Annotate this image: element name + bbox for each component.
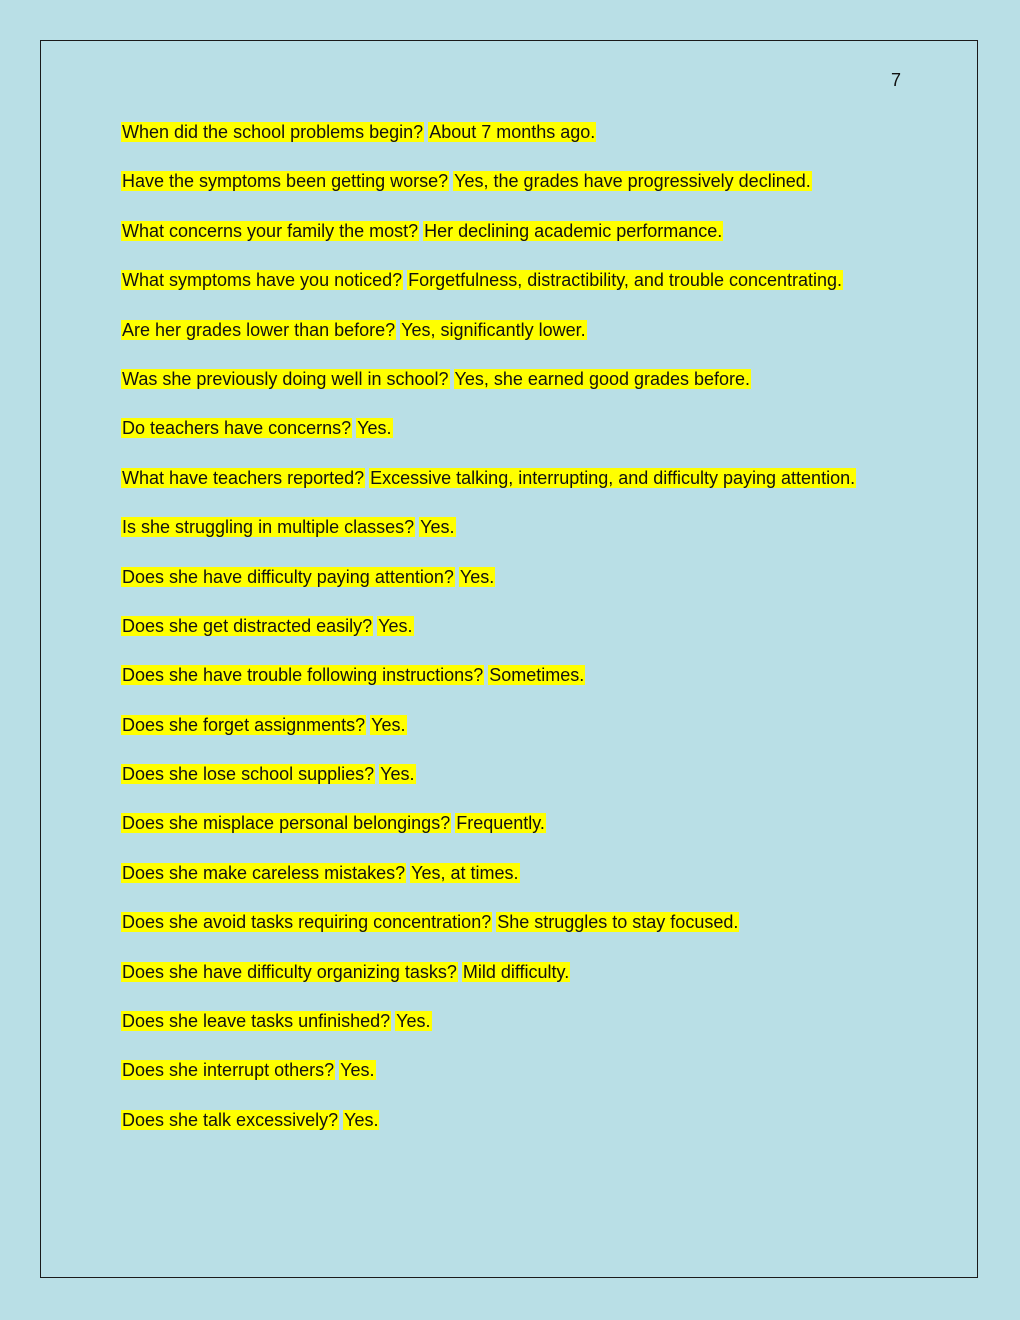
qa-line-14 (121, 762, 856, 811)
question-text: Does she forget assignments? (122, 714, 366, 735)
answer-text: Yes. (340, 1060, 375, 1081)
qa-line-18 (121, 960, 856, 1009)
question-text: Does she have difficulty organizing tasks? (122, 961, 457, 982)
question-text: Do teachers have concerns? (122, 418, 352, 439)
qa-list (121, 120, 856, 1157)
qa-line-20 (121, 1058, 856, 1107)
answer-text: Excessive talking, interrupting, and difficulty paying attention. (370, 467, 856, 488)
answer-text: Yes. (459, 566, 495, 587)
answer-text: Yes, the grades have progressively declined. (454, 171, 811, 192)
question-text: Does she interrupt others? (122, 1060, 335, 1081)
question-text: Is she struggling in multiple classes? (122, 517, 415, 538)
answer-text: Yes. (378, 615, 413, 636)
answer-text: About 7 months ago. (429, 122, 596, 142)
question-text: What concerns your family the most? (122, 220, 419, 241)
qa-line-13 (121, 713, 856, 762)
question-text: Does she make careless mistakes? (122, 862, 406, 883)
question-text: Have the symptoms been getting worse? (122, 171, 449, 192)
answer-text: Her declining academic performance. (424, 220, 723, 241)
question-text: Does she leave tasks unfinished? (122, 1011, 391, 1032)
qa-line-11 (121, 614, 856, 663)
answer-text: Mild difficulty. (462, 961, 570, 982)
qa-line-2 (121, 169, 856, 218)
answer-text: Yes. (357, 418, 392, 439)
qa-line-21 (121, 1108, 856, 1157)
qa-line-12 (121, 663, 856, 712)
answer-text: Yes, she earned good grades before. (454, 368, 751, 389)
answer-text: She struggles to stay focused. (497, 912, 739, 933)
answer-text: Yes. (371, 714, 406, 735)
question-text: Does she talk excessively? (122, 1109, 339, 1130)
qa-line-10 (121, 565, 856, 614)
qa-line-4 (121, 268, 856, 317)
question-text: Does she lose school supplies? (122, 764, 375, 785)
question-text: What symptoms have you noticed? (122, 270, 403, 291)
answer-text: Yes. (344, 1109, 379, 1130)
answer-text: Yes. (396, 1011, 431, 1032)
answer-text: Yes. (380, 764, 415, 785)
question-text: Does she misplace personal belongings? (122, 813, 451, 834)
answer-text: Sometimes. (489, 665, 585, 686)
answer-text: Yes, significantly lower. (401, 319, 586, 340)
qa-line-8 (121, 466, 856, 515)
question-text: Does she have trouble following instructions? (122, 665, 484, 686)
answer-text: Yes, at times. (411, 862, 519, 883)
qa-line-7 (121, 416, 856, 465)
qa-line-1 (121, 120, 856, 169)
question-text: Are her grades lower than before? (122, 319, 396, 340)
qa-line-17 (121, 910, 856, 959)
answer-text: Frequently. (456, 813, 545, 834)
question-text: Was she previously doing well in school? (122, 368, 449, 389)
question-text: Does she have difficulty paying attention? (122, 566, 454, 587)
question-text: Does she avoid tasks requiring concentration? (122, 912, 492, 933)
qa-line-19 (121, 1009, 856, 1058)
question-text: What have teachers reported? (122, 467, 365, 488)
question-text: When did the school problems begin? (122, 122, 424, 142)
qa-line-16 (121, 861, 856, 910)
qa-line-3 (121, 219, 856, 268)
qa-line-6 (121, 367, 856, 416)
qa-line-5 (121, 318, 856, 367)
answer-text: Yes. (420, 517, 455, 538)
question-text: Does she get distracted easily? (122, 615, 373, 636)
answer-text: Forgetfulness, distractibility, and trouble concentrating. (408, 270, 843, 291)
qa-line-15 (121, 811, 856, 860)
page-number: 7 (891, 70, 902, 90)
qa-line-9 (121, 515, 856, 564)
